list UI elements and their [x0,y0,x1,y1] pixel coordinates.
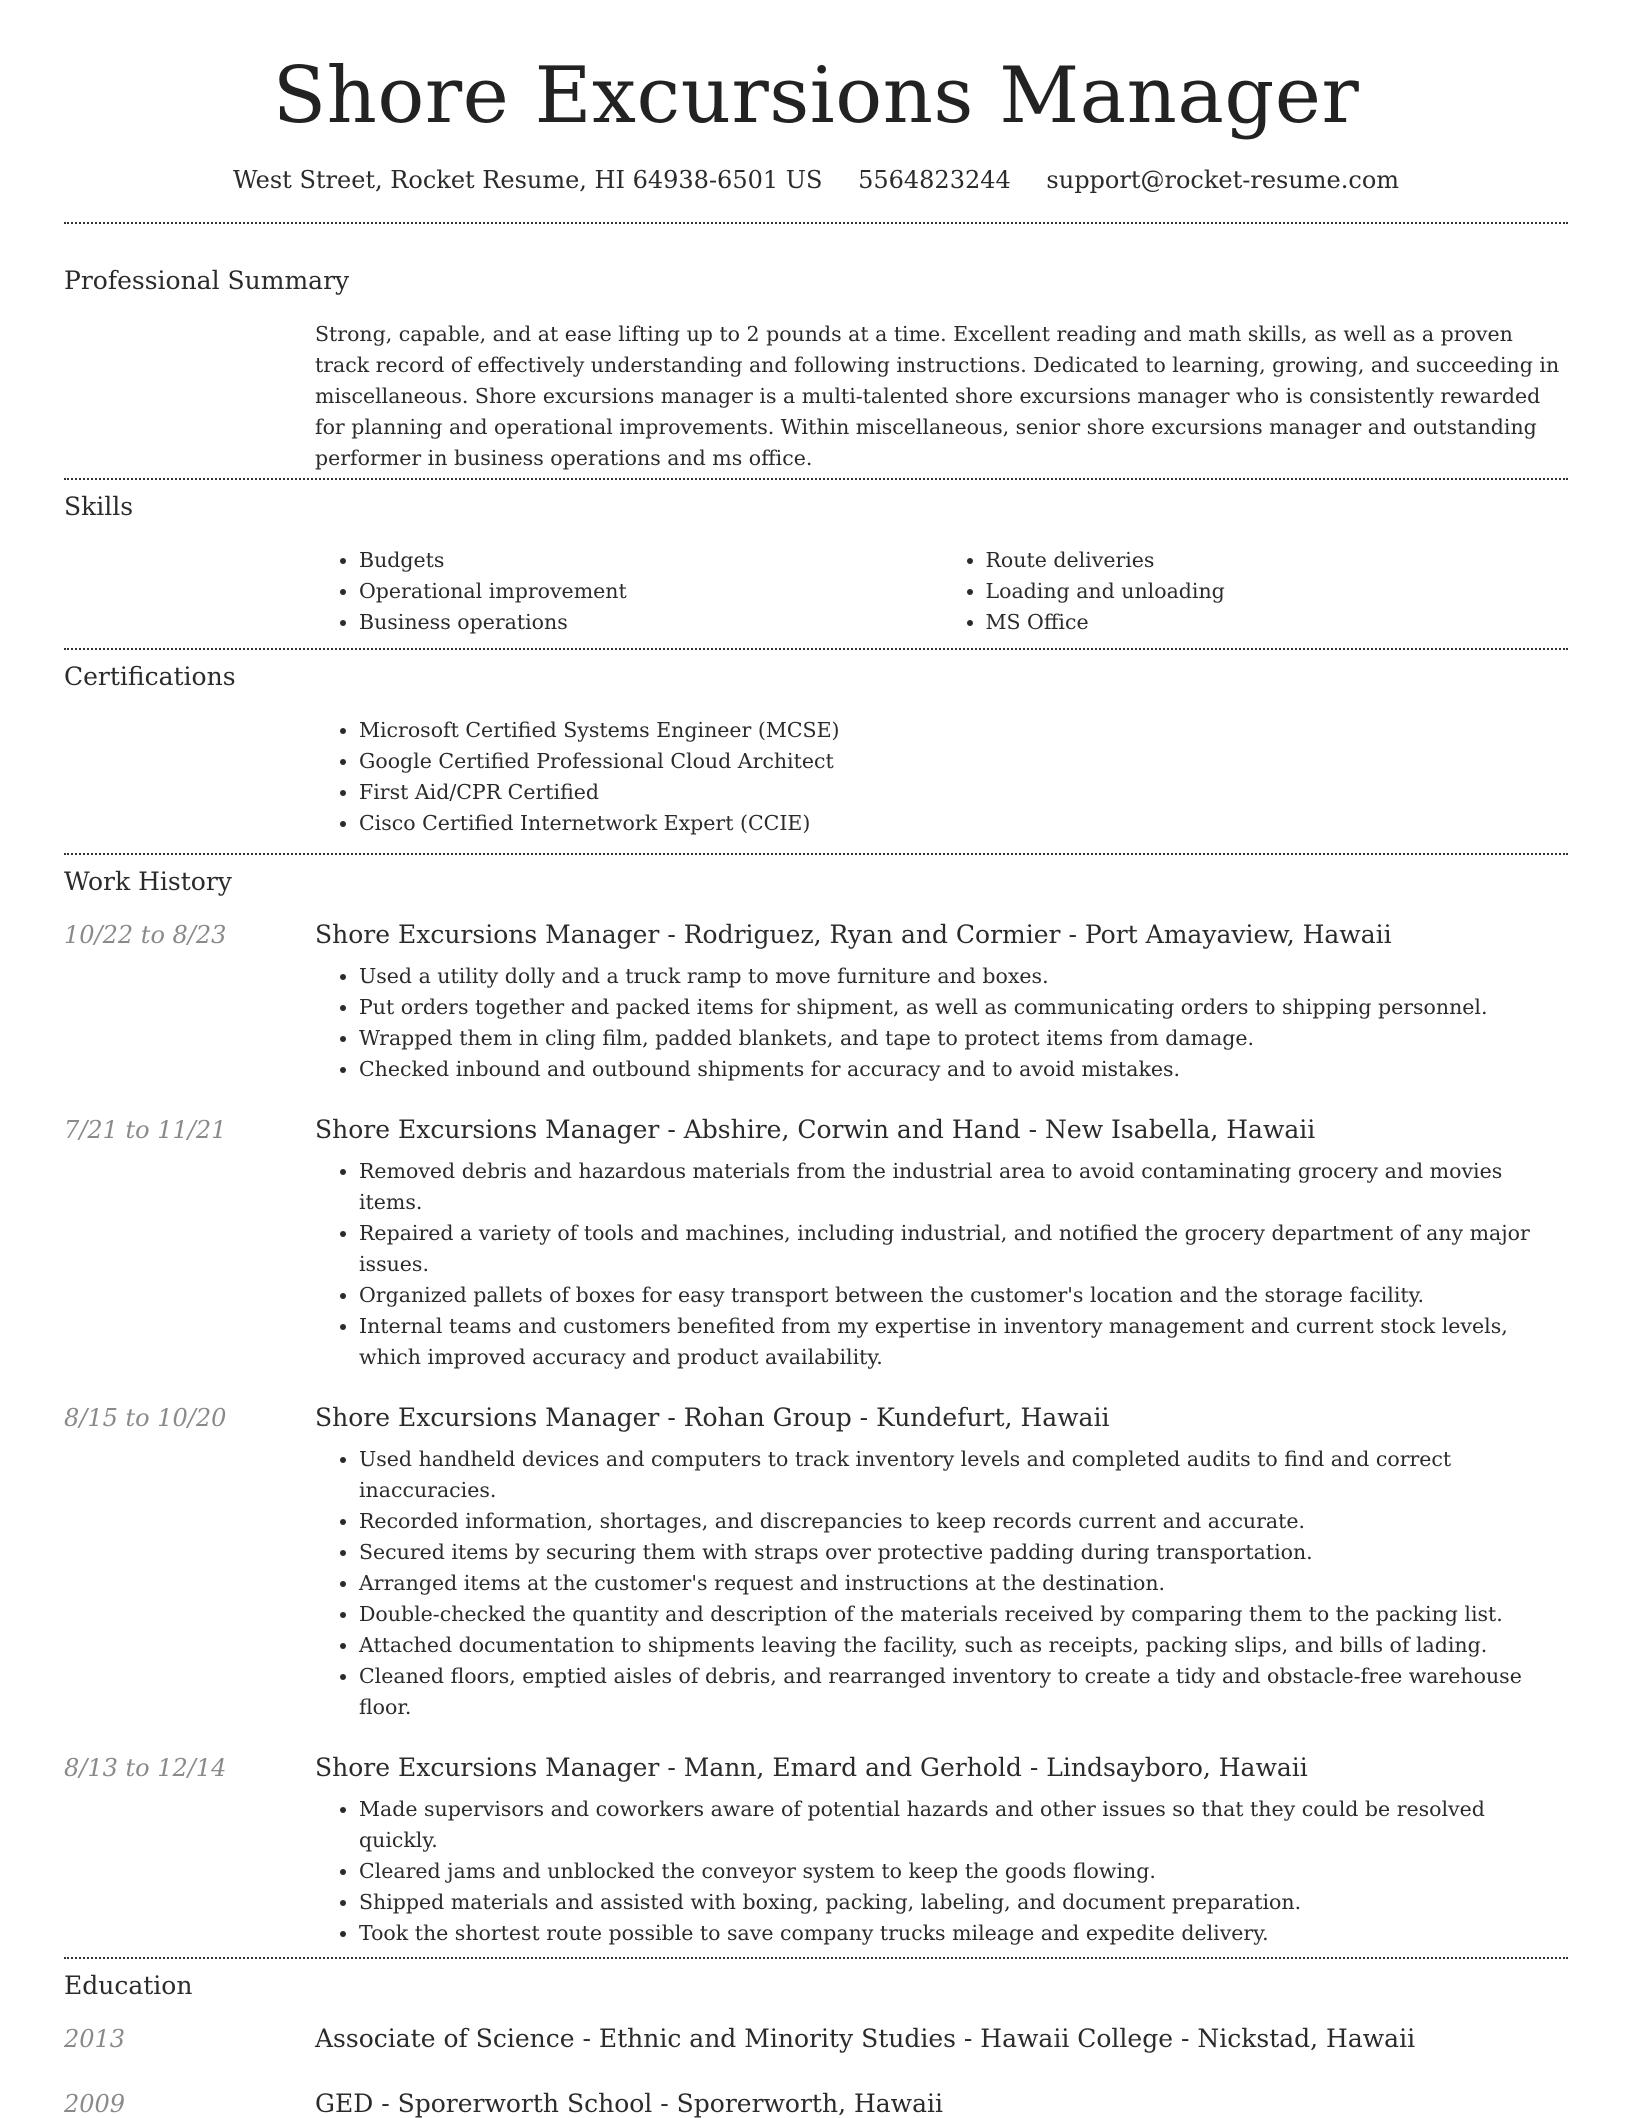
job-details [64,1156,1568,1373]
summary-text: Strong, capable, and at ease lifting up to 2 pounds at a time. Excellent reading and math skills, as well as a proven track record of effectively understanding and following instructions. Dedicated to learning, growing, and succeeding in miscellaneous. Shore excursions manager is a multi-talented shore excursions manager who is consistently rewarded for planning and operational improvements. Within miscellaneous, senior shore excursions manager and outstanding performer in business operations and ms office. [315,321,1560,470]
list-item: • Shipped materials and assisted with boxing, packing, labeling, and document preparation. [359,1887,1568,1918]
job-title: Shore Excursions Manager - Rodriguez, Ryan and Cormier - Port Amayaview, Hawaii [315,919,1392,949]
section-divider [64,222,1568,224]
list-item: • Checked inbound and outbound shipments for accuracy and to avoid mistakes. [359,1054,1568,1085]
list-item: • Google Certified Professional Cloud Architect [359,746,1568,777]
job-dates: 8/13 to 12/14 [64,1753,227,1782]
list-item: • Business operations [359,607,942,638]
education-entry [64,2089,1568,2118]
list-item: • Loading and unloading [986,576,1569,607]
certifications-heading: Certifications [64,661,236,691]
certifications-section [64,715,1568,839]
list-item: • Wrapped them in cling film, padded blankets, and tape to protect items from damage. [359,1023,1568,1054]
job-bullets [315,961,1568,1085]
list-item: • Budgets [359,545,942,576]
section-divider [64,1957,1568,1959]
list-item: • Took the shortest route possible to save company trucks mileage and expedite delivery. [359,1918,1568,1949]
skills-list-right [942,545,1569,638]
education-heading: Education [64,1970,193,2000]
job-title: Shore Excursions Manager - Abshire, Corwin and Hand - New Isabella, Hawaii [315,1114,1316,1144]
job-dates: 8/15 to 10/20 [64,1403,227,1432]
job-details [64,1794,1568,1949]
list-item: • Used handheld devices and computers to track inventory levels and completed audits to find and correct inaccuracies. [359,1444,1568,1506]
education-entry [64,2024,1568,2053]
list-item: • Double-checked the quantity and description of the materials received by comparing them to the packing list. [359,1599,1568,1630]
summary-section [64,319,1568,474]
list-item: • Removed debris and hazardous materials from the industrial area to avoid contaminating grocery and movies items. [359,1156,1568,1218]
skills-heading: Skills [64,491,134,521]
skills-section [64,545,1568,638]
list-item: • Cleared jams and unblocked the conveyor system to keep the goods flowing. [359,1856,1568,1887]
job-details [64,961,1568,1085]
job-bullets [315,1444,1568,1723]
education-degree: Associate of Science - Ethnic and Minority Studies - Hawaii College - Nickstad, Hawaii [315,2023,1416,2053]
section-divider [64,648,1568,650]
list-item: • Used a utility dolly and a truck ramp to move furniture and boxes. [359,961,1568,992]
job-dates: 7/21 to 11/21 [64,1115,227,1144]
job-title: Shore Excursions Manager - Mann, Emard and Gerhold - Lindsayboro, Hawaii [315,1752,1308,1782]
list-item: • Secured items by securing them with straps over protective padding during transportation. [359,1537,1568,1568]
list-item: • Cisco Certified Internetwork Expert (CCIE) [359,808,1568,839]
education-year: 2013 [64,2024,126,2053]
job-entry [64,1403,1568,1432]
job-entry [64,1115,1568,1144]
contact-phone: 5564823244 [858,165,1011,194]
list-item: • Microsoft Certified Systems Engineer (MCSE) [359,715,1568,746]
summary-heading: Professional Summary [64,265,350,295]
list-item: • Cleaned floors, emptied aisles of debris, and rearranged inventory to create a tidy and obstacle-free warehouse floor. [359,1661,1568,1723]
contact-line [64,166,1568,194]
education-degree: GED - Sporerworth School - Sporerworth, Hawaii [315,2088,943,2118]
job-entry [64,1753,1568,1782]
list-item: • Internal teams and customers benefited from my expertise in inventory management and current stock levels, which improved accuracy and product availability. [359,1311,1568,1373]
list-item: • Operational improvement [359,576,942,607]
list-item: • Repaired a variety of tools and machines, including industrial, and notified the grocery department of any major issues. [359,1218,1568,1280]
resume-name: Shore Excursions Manager [272,51,1360,141]
list-item: • Attached documentation to shipments leaving the facility, such as receipts, packing slips, and bills of lading. [359,1630,1568,1661]
list-item: • Made supervisors and coworkers aware of potential hazards and other issues so that they could be resolved quickly. [359,1794,1568,1856]
section-divider [64,853,1568,855]
section-divider [64,478,1568,480]
job-title: Shore Excursions Manager - Rohan Group - Kundefurt, Hawaii [315,1402,1110,1432]
list-item: • First Aid/CPR Certified [359,777,1568,808]
work-heading: Work History [64,866,232,896]
job-details [64,1444,1568,1723]
job-entry [64,920,1568,949]
job-dates: 10/22 to 8/23 [64,920,227,949]
job-bullets [315,1156,1568,1373]
list-item: • Route deliveries [986,545,1569,576]
job-bullets [315,1794,1568,1949]
certifications-list [315,715,1568,839]
list-item: • Recorded information, shortages, and discrepancies to keep records current and accurate. [359,1506,1568,1537]
list-item: • Arranged items at the customer's request and instructions at the destination. [359,1568,1568,1599]
education-year: 2009 [64,2089,126,2118]
list-item: • MS Office [986,607,1569,638]
list-item: • Organized pallets of boxes for easy transport between the customer's location and the storage facility. [359,1280,1568,1311]
list-item: • Put orders together and packed items for shipment, as well as communicating orders to shipping personnel. [359,992,1568,1023]
contact-email: support@rocket-resume.com [1046,165,1400,194]
contact-address: West Street, Rocket Resume, HI 64938-6501 US [232,165,823,194]
skills-list-left [315,545,942,638]
